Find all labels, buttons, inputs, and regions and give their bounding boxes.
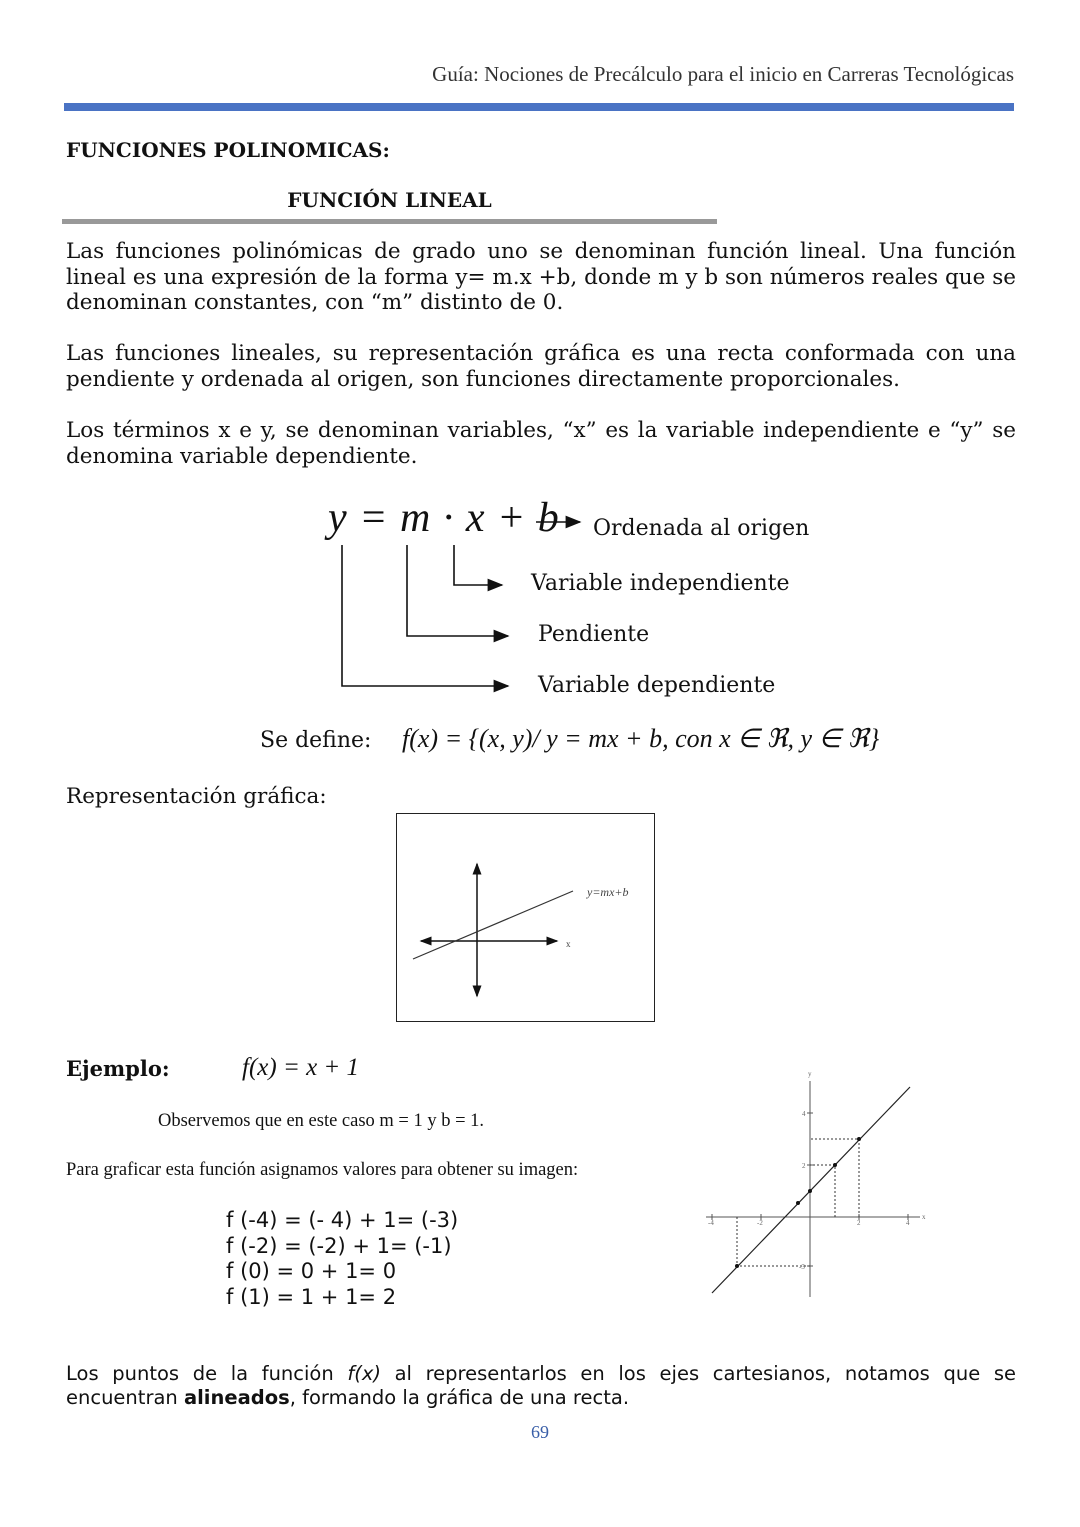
- arrow-pendiente: [407, 545, 508, 636]
- svg-text:-3: -3: [799, 1263, 805, 1271]
- paragraph-graph: Las funciones lineales, su representación gráfica es una recta conformada con una pendiente y ordenada al origen, son funciones directamente proporcionales.: [66, 341, 1016, 392]
- value-row: f (1) = 1 + 1= 2: [226, 1284, 397, 1309]
- example-chart: [700, 1065, 940, 1305]
- example-function: f(x) = x + 1: [242, 1054, 360, 1081]
- svg-text:4: 4: [802, 1110, 806, 1118]
- svg-text:2: 2: [802, 1162, 806, 1170]
- svg-text:y: y: [808, 1070, 812, 1078]
- svg-text:x: x: [922, 1213, 926, 1221]
- arrow-dependiente: [342, 545, 508, 686]
- formula-arrows: [0, 0, 1080, 720]
- page-number: 69: [531, 1422, 549, 1442]
- definition-label: Se define:: [260, 728, 372, 753]
- value-row: f (0) = 0 + 1= 0: [226, 1259, 397, 1283]
- label-pendiente: Pendiente: [538, 622, 650, 647]
- arrow-independiente: [454, 545, 502, 585]
- svg-text:-4: -4: [708, 1219, 714, 1227]
- example-observation: Observemos que en este caso m = 1 y b = 1.: [158, 1111, 485, 1131]
- subsection-title: FUNCIÓN LINEAL: [287, 188, 492, 212]
- conclusion-paragraph: Los puntos de la función f(x) al representarlos en los ejes cartesianos, notamos que se encuentran alineados, formando la gráfica de una recta.: [66, 1362, 1016, 1409]
- value-row: f (-2) = (-2) + 1= (-1): [226, 1233, 452, 1258]
- generic-line: [413, 891, 573, 959]
- generic-line-graph: [397, 814, 654, 1021]
- running-header: Guía: Nociones de Precálculo para el inicio en Carreras Tecnológicas: [432, 62, 1014, 86]
- example-label: Ejemplo:: [66, 1056, 170, 1081]
- formula-linear: y = m · x + b: [328, 495, 560, 541]
- generic-x-label: x: [566, 939, 571, 949]
- example-instruction: Para graficar esta función asignamos valores para obtener su imagen:: [66, 1160, 579, 1180]
- svg-text:-2: -2: [757, 1219, 763, 1227]
- section-title: FUNCIONES POLINOMICAS:: [66, 138, 390, 162]
- generic-graph-box: [396, 813, 655, 1022]
- paragraph-variables: Los términos x e y, se denominan variables, “x” es la variable independiente e “y” se denomina variable dependiente.: [66, 418, 1016, 469]
- graph-section-label: Representación gráfica:: [66, 784, 327, 809]
- value-row: f (-4) = (- 4) + 1= (-3): [226, 1208, 459, 1232]
- label-dependiente: Variable dependiente: [538, 673, 776, 698]
- generic-line-label: y=mx+b: [587, 885, 629, 899]
- paragraph-definition: Las funciones polinómicas de grado uno se denominan función lineal. Una función lineal es una expresión de la forma y= m.x +b, donde m y b son números reales que se denominan constantes, con “m” distinto de 0.: [66, 239, 1016, 315]
- label-independiente: Variable independiente: [531, 571, 790, 596]
- example-values: [226, 1208, 458, 1310]
- definition-math: f(x) = {(x, y)/ y = mx + b, con x ∈ ℜ, y ∈ ℜ}: [402, 724, 880, 753]
- svg-text:2: 2: [857, 1219, 861, 1227]
- svg-text:4: 4: [906, 1219, 910, 1227]
- label-ordenada: Ordenada al origen: [593, 516, 810, 541]
